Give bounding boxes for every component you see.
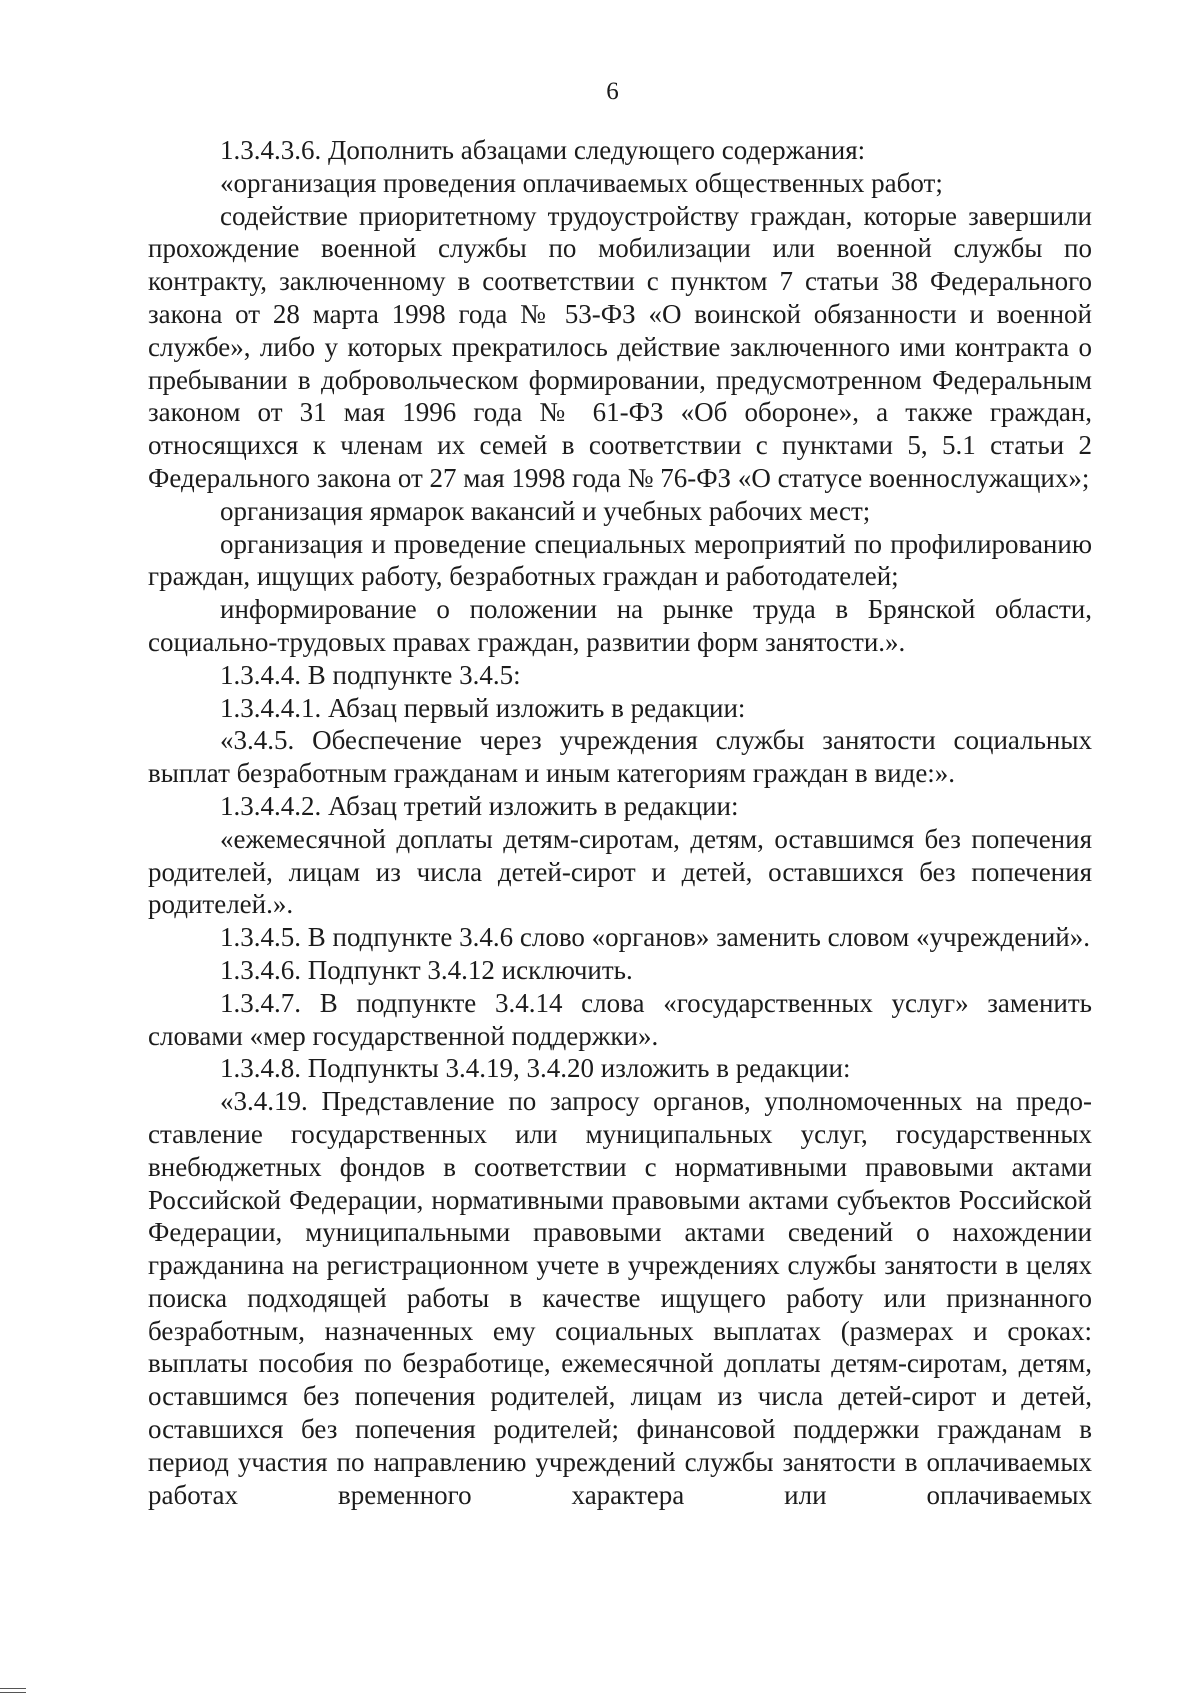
paragraph-3-4-5: «3.4.5. Обеспечение через учреждения службы занятости социальных выплат безработным гражданам и иным категориям граждан в виде:». bbox=[148, 725, 1092, 789]
paragraph-monthly-supplement: «ежемесячной доплаты детям-сиротам, детям, оставшимся без попечения родителей, лицам из числа детей-сирот и детей, оставшихся без попечения родителей.». bbox=[148, 823, 1092, 920]
paragraph-1-3-4-7: 1.3.4.7. В подпункте 3.4.14 слова «государственных услуг» заменить словами «мер государственной поддержки». bbox=[148, 987, 1092, 1051]
paragraph-1-3-4-4: 1.3.4.4. В подпункте 3.4.5: bbox=[220, 659, 521, 690]
paragraph-employment-assistance: содействие приоритетному трудоустройству граждан, которые завершили прохождение военной службы по мобилизации или военной службы по контракту, заключенному в соответствии с пунктом 7 статьи 38 Федерального закона от 28 марта 1998 года № 53-ФЗ «О воинской обязанности и военной службе», либо у которых прекратилось действие заключенного ими контракта о пребывании в добровольческом формировании, предусмотренном Федеральным законом от 31 мая 1996 года № 61-ФЗ «Об обороне», а также граждан, относящихся к членам их семей в соответствии с пунктами 5, 5.1 статьи 2 Федерального закона от 27 мая 1998 года № 76-ФЗ «О статусе военнослужащих»; bbox=[148, 200, 1092, 493]
paragraph-public-works: «организация проведения оплачиваемых общественных работ; bbox=[220, 167, 943, 198]
scan-edge-mark bbox=[0, 1688, 26, 1693]
paragraph-labor-market-info: информирование о положении на рынке труда в Брянской области, социально-трудовых правах граждан, развитии форм занятости.». bbox=[148, 594, 1092, 657]
paragraph-job-fairs: организация ярмарок вакансий и учебных рабочих мест; bbox=[220, 495, 871, 526]
paragraph-1-3-4-6: 1.3.4.6. Подпункт 3.4.12 исключить. bbox=[220, 954, 633, 985]
paragraph-1-3-4-4-2: 1.3.4.4.2. Абзац третий изложить в редакции: bbox=[220, 790, 739, 821]
paragraph-1-3-4-5: 1.3.4.5. В подпункте 3.4.6 слово «органов» заменить словом «учреждений». bbox=[220, 922, 1090, 953]
paragraph-1-3-4-3-6: 1.3.4.3.6. Дополнить абзацами следующего содержания: bbox=[220, 135, 866, 165]
paragraph-1-3-4-8: 1.3.4.8. Подпункты 3.4.19, 3.4.20 изложить в редакции: bbox=[220, 1053, 851, 1084]
paragraph-3-4-19: «3.4.19. Представление по запросу органов, уполномоченных на предоставление государственных или муниципальных услуг, государственных внебюджетных фондов в соответствии с нормативными правовыми актами Российской Федерации, нормативными правовыми актами субъектов Российской Федерации, муниципальными правовыми актами сведений о нахождении гражданина на регистрационном учете в учреждениях службы занятости в целях поиска подходящей работы в качестве ищущего работу или признанного безработным, назначенных ему социальных выплатах (размерах и сроках: выплаты пособия по безработице, ежемесячной доплаты детям-сиротам, детям, оставшимся без попечения родителей, лицам из числа детей-сирот и детей, оставшихся без попечения родителей; финансовой поддержки гражданам в период участия по направлению учреждений службы занятости в оплачиваемых работах временного характера или оплачиваемых bbox=[148, 1086, 1092, 1510]
paragraph-1-3-4-4-1: 1.3.4.4.1. Абзац первый изложить в редакции: bbox=[220, 692, 746, 723]
page-number: 6 bbox=[606, 78, 619, 105]
paragraph-profiling: организация и проведение специальных мероприятий по профилированию граждан, ищущих работу, безработных граждан и работодателей; bbox=[148, 528, 1092, 592]
document-body bbox=[148, 134, 1092, 1511]
